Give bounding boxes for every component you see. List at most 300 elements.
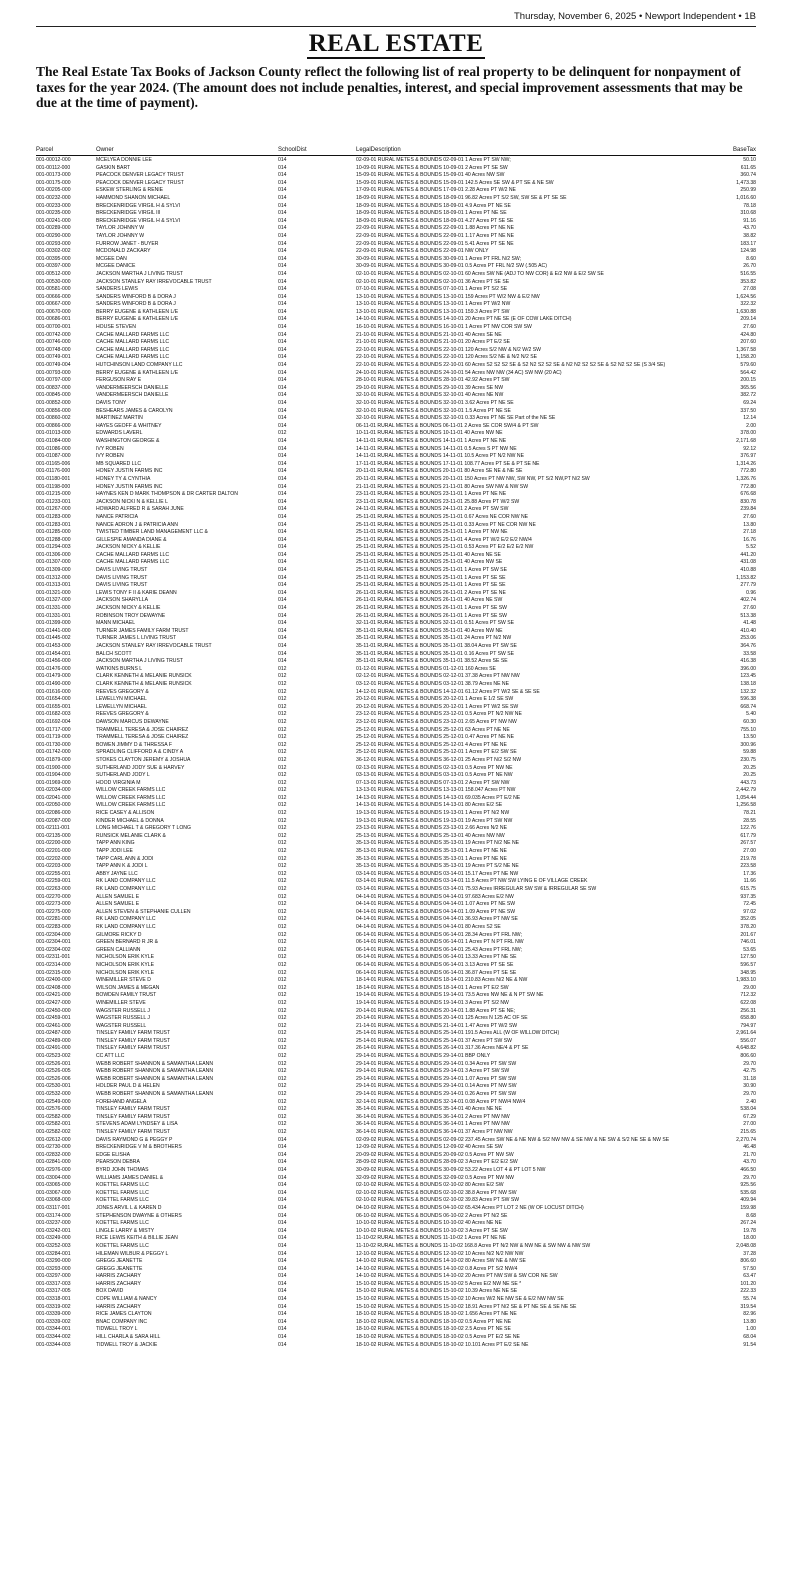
- table-row: [36, 947, 756, 955]
- base-tax-cell: 611.65: [740, 164, 756, 171]
- parcel-cell: 001-02203-000: [36, 863, 71, 870]
- school-district-cell: 014: [278, 627, 287, 634]
- table-row: [36, 635, 756, 643]
- legal-description-cell: 04-14-01 RURAL METES & BOUNDS 04-14-01 1.07 Acres PT NE SW: [356, 901, 516, 908]
- owner-cell: SUTHERLAND JODY SUE & HARVEY: [96, 764, 185, 771]
- base-tax-cell: 410.88: [740, 567, 756, 574]
- school-district-cell: 012: [278, 923, 287, 930]
- base-tax-cell: 441.20: [740, 551, 756, 558]
- base-tax-cell: 378.00: [740, 430, 756, 437]
- school-district-cell: 014: [278, 658, 287, 665]
- parcel-cell: 001-02034-000: [36, 787, 71, 794]
- base-tax-cell: 30.90: [743, 1083, 756, 1090]
- table-row: [36, 924, 756, 932]
- owner-cell: WINEMILLER STEVE D: [96, 977, 151, 984]
- table-row: [36, 1121, 756, 1129]
- base-tax-cell: 200.15: [740, 377, 756, 384]
- table-row: [36, 825, 756, 833]
- base-tax-cell: 402.74: [740, 597, 756, 604]
- owner-cell: CACHE MALLARD FARMS LLC: [96, 551, 170, 558]
- parcel-cell: 001-01654-000: [36, 696, 71, 703]
- legal-description-cell: 26-11-01 RURAL METES & BOUNDS 26-11-01 1 Acres PT SE SW: [356, 605, 507, 612]
- parcel-cell: 001-01479-000: [36, 673, 71, 680]
- legal-description-cell: 02-09-02 RURAL METES & BOUNDS 02-09-02 237.45 Acres SW NE & NE NW & S/2 NW NW & SE NW & NE SW & S/2 NE SE & NW SE: [356, 1136, 670, 1143]
- school-district-cell: 014: [278, 635, 287, 642]
- parcel-cell: 001-00012-000: [36, 157, 71, 163]
- school-district-cell: 012: [278, 984, 287, 991]
- base-tax-cell: 13.80: [743, 1318, 756, 1325]
- school-district-cell: 014: [278, 255, 287, 262]
- table-row: [36, 651, 756, 659]
- school-district-cell: 014: [278, 263, 287, 270]
- parcel-cell: 001-00852-000: [36, 400, 71, 406]
- school-district-cell: 014: [278, 339, 287, 346]
- legal-description-cell: 35-11-01 RURAL METES & BOUNDS 35-11-01 0.16 Acres PT SW SE: [356, 650, 515, 657]
- legal-description-cell: 03-14-01 RURAL METES & BOUNDS 03-14-01 15.17 Acres PT NE NW: [356, 870, 519, 877]
- parcel-cell: 001-00845-000: [36, 392, 71, 399]
- legal-description-cell: 20-11-01 RURAL METES & BOUNDS 20-11-01 80 Acres SE NE & NE SE: [356, 468, 523, 475]
- owner-cell: KOETTEL FARMS LLC: [96, 1182, 149, 1189]
- owner-cell: BRECKENRIDGE V M & BROTHERS: [96, 1144, 182, 1151]
- owner-cell: HOOD VIRGINIA M: [96, 779, 141, 786]
- owner-cell: GREGG JEANETTE: [96, 1258, 143, 1265]
- owner-cell: KOETTEL FARMS LLC: [96, 1197, 149, 1204]
- school-district-cell: 012: [278, 855, 287, 862]
- school-district-cell: 014: [278, 491, 287, 498]
- legal-description-cell: 25-11-01 RURAL METES & BOUNDS 25-11-01 1 Acres PT SE SE: [356, 582, 506, 589]
- owner-cell: JACKSON NICKY & KELLIE: [96, 605, 161, 612]
- table-row: [36, 1045, 756, 1053]
- base-tax-cell: 300.96: [740, 741, 756, 748]
- owner-cell: HONEY JUSTIN FARMS INC: [96, 468, 163, 475]
- owner-cell: WINEMILLER STEVE: [96, 999, 146, 1006]
- base-tax-cell: 617.79: [740, 832, 756, 839]
- school-district-cell: 014: [278, 567, 287, 574]
- owner-cell: TRAMMELL TERESA & JOSE CHAIREZ: [96, 726, 189, 733]
- base-tax-cell: 27.18: [743, 529, 756, 536]
- table-row: [36, 1106, 756, 1114]
- parcel-cell: 001-02526-001: [36, 1060, 71, 1067]
- parcel-cell: 001-01742-000: [36, 749, 71, 756]
- legal-description-cell: 04-14-01 RURAL METES & BOUNDS 04-14-01 97.683 Acres E/2 NW: [356, 893, 514, 900]
- parcel-cell: 001-03317-005: [36, 1288, 71, 1295]
- owner-cell: WASHINGTON GEORGE &: [96, 437, 160, 444]
- school-district-cell: 014: [278, 1318, 287, 1325]
- legal-description-cell: 32-10-01 RURAL METES & BOUNDS 32-10-01 1.5 Acres PT NE SE: [356, 407, 511, 414]
- school-district-cell: 014: [278, 1235, 287, 1242]
- owner-cell: TURNER JAMES FAMILY FARM TRUST: [96, 627, 189, 634]
- legal-description-cell: 25-14-01 RURAL METES & BOUNDS 25-14-01 37 Acres PT SW SW: [356, 1037, 512, 1044]
- base-tax-cell: 0.96: [746, 589, 756, 596]
- table-row: [36, 878, 756, 886]
- school-district-cell: 014: [278, 1136, 287, 1143]
- parcel-cell: 001-03237-000: [36, 1220, 71, 1227]
- owner-cell: WEBB ROBERT SHANNON & SAMANTHA LEANN: [96, 1060, 213, 1067]
- school-district-cell: 014: [278, 392, 287, 399]
- table-row: [36, 985, 756, 993]
- legal-description-cell: 03-14-01 RURAL METES & BOUNDS 03-14-01 75.93 Acres IRREGULAR SW SW & IRREGULAR SE SW: [356, 886, 597, 892]
- table-row: [36, 666, 756, 674]
- school-district-cell: 014: [278, 445, 287, 452]
- owner-cell: HOUSE STEVEN: [96, 324, 136, 331]
- legal-description-cell: 18-10-02 RURAL METES & BOUNDS 18-10-02 0.5 Acres PT E/2 SE NE: [356, 1334, 520, 1341]
- owner-cell: JACKSON NICKI N & KELLIE L: [96, 498, 168, 505]
- school-district-cell: 014: [278, 1250, 287, 1257]
- base-tax-cell: 230.75: [740, 756, 756, 763]
- base-tax-cell: 310.68: [740, 210, 756, 217]
- legal-description-cell: 22-09-01 RURAL METES & BOUNDS 22-09-01 NW ONLY: [356, 248, 489, 255]
- base-tax-cell: 352.05: [740, 916, 756, 923]
- intro-paragraph: The Real Estate Tax Books of Jackson County reflect the following list of real property to be delinquent for nonpayment of taxes for the year 2024. (The amount does not include penalties, interest, and special improvement assessments that may be due at the time of payment).: [36, 64, 743, 110]
- base-tax-cell: 4,648.82: [736, 1045, 756, 1052]
- legal-description-cell: 24-10-01 RURAL METES & BOUNDS 24-10-01 54 Acres NW NW (34 AC) SW NW (20 AC): [356, 369, 562, 376]
- school-district-cell: 012: [278, 779, 287, 786]
- table-row: [36, 438, 756, 446]
- owner-cell: HONEY JUSTIN FARMS INC: [96, 483, 163, 490]
- parcel-cell: 001-03117-001: [36, 1204, 71, 1211]
- school-district-cell: 012: [278, 1083, 287, 1090]
- school-district-cell: 014: [278, 1303, 287, 1310]
- parcel-cell: 001-00742-000: [36, 331, 71, 338]
- legal-description-cell: 10-09-01 RURAL METES & BOUNDS 10-09-01 2 Acres PT SE SW: [356, 164, 508, 171]
- legal-description-cell: 35-13-01 RURAL METES & BOUNDS 35-13-01 19 Acres PT S/2 NE NE: [356, 863, 519, 870]
- owner-cell: REEVES GREGORY &: [96, 688, 149, 695]
- owner-cell: SANDERS LEWIS: [96, 286, 138, 293]
- table-row: [36, 689, 756, 697]
- parcel-cell: 001-02304-001: [36, 939, 71, 946]
- legal-description-cell: 13-10-01 RURAL METES & BOUNDS 13-10-01 1 Acres PT W/2 NW: [356, 301, 511, 308]
- parcel-cell: 001-01283-000: [36, 513, 71, 520]
- table-row: [36, 1326, 756, 1334]
- table-row: [36, 1159, 756, 1167]
- owner-cell: MCDONALD ZACKARY: [96, 248, 151, 255]
- base-tax-cell: 364.76: [740, 643, 756, 649]
- base-tax-cell: 91.16: [743, 217, 756, 224]
- school-district-cell: 014: [278, 407, 287, 414]
- parcel-cell: 001-03174-000: [36, 1212, 71, 1219]
- parcel-cell: 001-02311-001: [36, 954, 71, 961]
- owner-cell: GILLESPIE AMANDA DIANE &: [96, 536, 167, 543]
- base-tax-cell: 159.98: [740, 1204, 756, 1211]
- table-row: [36, 1205, 756, 1213]
- legal-description-cell: 26-11-01 RURAL METES & BOUNDS 26-11-01 40 Acres NE SW: [356, 597, 503, 604]
- base-tax-cell: 1,326.76: [736, 475, 756, 482]
- parcel-cell: 001-01086-000: [36, 445, 71, 452]
- table-row: [36, 590, 756, 598]
- legal-description-cell: 15-09-01 RURAL METES & BOUNDS 15-09-01 40 Acres NW SW: [356, 172, 505, 179]
- owner-cell: WAGSTER RUSSELL J: [96, 1007, 150, 1014]
- table-row: [36, 1167, 756, 1175]
- owner-cell: GREGG JEANETTE: [96, 1265, 143, 1272]
- header-rule: [36, 26, 756, 27]
- parcel-cell: 001-01198-000: [36, 483, 71, 490]
- owner-cell: WAGSTER RUSSELL: [96, 1022, 147, 1029]
- parcel-cell: 001-00112-000: [36, 164, 71, 171]
- table-row: [36, 316, 756, 324]
- table-row: [36, 734, 756, 742]
- parcel-cell: 001-01321-000: [36, 589, 71, 596]
- table-row: [36, 423, 756, 431]
- owner-cell: SUTHERLAND JODY L: [96, 772, 150, 779]
- base-tax-cell: 222.33: [740, 1288, 756, 1295]
- table-row: [36, 840, 756, 848]
- legal-description-cell: 14-10-02 RURAL METES & BOUNDS 14-10-02 0.8 Acres PT S/2 NW/4: [356, 1265, 518, 1272]
- parcel-cell: 001-02304-002: [36, 946, 71, 953]
- legal-description-cell: 10-11-01 RURAL METES & BOUNDS 10-11-01 40 Acres NW NE: [356, 430, 503, 437]
- parcel-cell: 001-01327-000: [36, 597, 71, 604]
- legal-description-cell: 25-11-01 RURAL METES & BOUNDS 25-11-01 40 Acres NE SE: [356, 551, 501, 558]
- parcel-cell: 001-00670-000: [36, 308, 71, 315]
- base-tax-cell: 8.68: [746, 1212, 756, 1219]
- owner-cell: TWISTED TIMBER LAND MANAGEMENT LLC &: [96, 529, 208, 536]
- school-district-cell: 012: [278, 764, 287, 771]
- school-district-cell: 012: [278, 916, 287, 923]
- parcel-cell: 001-01180-001: [36, 475, 71, 482]
- table-row: [36, 529, 756, 537]
- parcel-cell: 001-02135-000: [36, 832, 71, 839]
- owner-cell: RICE JAMES CLAYTON: [96, 1311, 152, 1318]
- owner-cell: DAVIS LIVING TRUST: [96, 567, 148, 574]
- base-tax-cell: 1,473.38: [736, 179, 756, 186]
- legal-description-cell: 32-11-01 RURAL METES & BOUNDS 32-11-01 0.51 Acres PT SW SE: [356, 620, 515, 627]
- table-row: [36, 1061, 756, 1069]
- table-row: [36, 628, 756, 636]
- school-district-cell: 012: [278, 1015, 287, 1022]
- owner-cell: CACHE MALLARD FARMS LLC: [96, 354, 170, 361]
- owner-cell: RICE LEWIS KEITH & BILLIE JEAN: [96, 1235, 178, 1242]
- legal-description-cell: 29-14-01 RURAL METES & BOUNDS 29-14-01 0.26 Acres PT SW SW: [356, 1091, 517, 1098]
- parcel-cell: 001-01331-000: [36, 605, 71, 612]
- table-row: [36, 1099, 756, 1107]
- parcel-cell: 001-00289-000: [36, 225, 71, 232]
- owner-cell: BOX DAVID: [96, 1288, 124, 1295]
- owner-cell: CLARK KENNETH & MELANIE RUNSICK: [96, 680, 192, 687]
- parcel-cell: 001-02459-001: [36, 1015, 71, 1022]
- base-tax-cell: 215.65: [740, 1129, 756, 1135]
- legal-description-cell: 10-10-02 RURAL METES & BOUNDS 10-10-02 40 Acres NE NE: [356, 1220, 502, 1227]
- parcel-cell: 001-00395-000: [36, 255, 71, 262]
- table-row: [36, 332, 756, 340]
- school-district-cell: 014: [278, 483, 287, 490]
- school-district-cell: 014: [278, 536, 287, 543]
- base-tax-cell: 830.78: [740, 498, 756, 505]
- base-tax-cell: 615.75: [740, 886, 756, 892]
- owner-cell: FOREHAND ANGELA: [96, 1098, 147, 1105]
- base-tax-cell: 183.17: [740, 240, 756, 247]
- table-row: [36, 552, 756, 560]
- legal-description-cell: 32-09-02 RURAL METES & BOUNDS 32-09-02 0.5 Acres PT NW NW: [356, 1174, 514, 1181]
- table-row: [36, 294, 756, 302]
- legal-description-cell: 06-11-01 RURAL METES & BOUNDS 06-11-01 2 Acres SE COR SW/4 & PT SW: [356, 422, 539, 429]
- school-district-cell: 014: [278, 582, 287, 589]
- base-tax-cell: 353.82: [740, 278, 756, 285]
- table-row: [36, 354, 756, 362]
- base-tax-cell: 579.60: [740, 362, 756, 369]
- table-row: [36, 1235, 756, 1243]
- owner-cell: TIDWELL TROY & JACKIE: [96, 1341, 158, 1348]
- school-district-cell: 014: [278, 202, 287, 209]
- school-district-cell: 014: [278, 286, 287, 293]
- school-district-cell: 012: [278, 1037, 287, 1044]
- school-district-cell: 014: [278, 278, 287, 285]
- legal-description-cell: 03-12-01 RURAL METES & BOUNDS 03-12-01 38.79 Acres NE NE: [356, 680, 509, 687]
- owner-cell: PEACOCK DENVER LEGACY TRUST: [96, 179, 184, 186]
- table-row: [36, 582, 756, 590]
- owner-cell: HONEY TY & CYNTHIA: [96, 475, 151, 482]
- base-tax-cell: 42.75: [743, 1068, 756, 1075]
- table-row: [36, 1213, 756, 1221]
- school-district-cell: 014: [278, 620, 287, 627]
- owner-cell: EDGE ELISHA: [96, 1151, 130, 1158]
- parcel-cell: 001-02283-000: [36, 923, 71, 930]
- table-row: [36, 719, 756, 727]
- school-district-cell: 012: [278, 939, 287, 946]
- base-tax-cell: 27.60: [743, 513, 756, 520]
- base-tax-cell: 101.20: [740, 1280, 756, 1287]
- owner-cell: GASKIN BART: [96, 164, 131, 171]
- delinquent-tax-listing: [36, 146, 756, 1349]
- legal-description-cell: 25-12-01 RURAL METES & BOUNDS 25-12-01 0.47 Acres PT NE NE: [356, 734, 514, 741]
- owner-cell: TAYLOR JOHNNY W: [96, 232, 145, 239]
- school-district-cell: 012: [278, 1106, 287, 1113]
- base-tax-cell: 72.45: [743, 901, 756, 908]
- parcel-cell: 001-02201-000: [36, 848, 71, 855]
- legal-description-cell: 14-10-02 RURAL METES & BOUNDS 14-10-02 20 Acres PT NW SW & SW COR NE SW: [356, 1273, 558, 1280]
- table-row: [36, 810, 756, 818]
- parcel-cell: 001-02421-000: [36, 992, 71, 999]
- table-row: [36, 271, 756, 279]
- table-row: [36, 1304, 756, 1312]
- base-tax-cell: 55.74: [743, 1296, 756, 1303]
- legal-description-cell: 35-11-01 RURAL METES & BOUNDS 35-11-01 40 Acres NW NE: [356, 627, 503, 634]
- owner-cell: MARTINEZ MARTIN: [96, 415, 143, 422]
- base-tax-cell: 267.57: [740, 840, 756, 847]
- legal-description-cell: 18-09-01 RURAL METES & BOUNDS 18-09-01 1 Acres PT NE SE: [356, 210, 507, 217]
- table-row: [36, 802, 756, 810]
- masthead: Thursday, November 6, 2025 • Newport Independent • 1B: [513, 11, 756, 22]
- legal-description-cell: 36-14-01 RURAL METES & BOUNDS 36-14-01 2 Acres PT NW NW: [356, 1113, 510, 1120]
- base-tax-cell: 29.70: [743, 1091, 756, 1098]
- legal-description-cell: 20-14-01 RURAL METES & BOUNDS 20-14-01 1.88 Acres PT SE NE;: [356, 1007, 516, 1014]
- base-tax-cell: 925.56: [740, 1182, 756, 1189]
- owner-cell: LINGLE LARRY & MISTY: [96, 1227, 155, 1234]
- school-district-cell: 012: [278, 848, 287, 855]
- parcel-cell: 001-01719-000: [36, 734, 71, 741]
- school-district-cell: 012: [278, 870, 287, 877]
- owner-cell: GREEN BERNARD R JR &: [96, 939, 158, 946]
- parcel-cell: 001-02400-000: [36, 977, 71, 984]
- school-district-cell: 014: [278, 460, 287, 467]
- legal-description-cell: 35-11-01 RURAL METES & BOUNDS 35-11-01 24 Acres PT N/2 NW: [356, 635, 512, 642]
- school-district-cell: 014: [278, 1204, 287, 1211]
- legal-description-cell: 36-14-01 RURAL METES & BOUNDS 36-14-01 1 Acres PT NW NW: [356, 1121, 510, 1128]
- parcel-cell: 001-02427-000: [36, 999, 71, 1006]
- legal-description-cell: 14-11-01 RURAL METES & BOUNDS 14-11-01 1 Acres PT NE NE: [356, 437, 507, 444]
- owner-cell: DAVIS LIVING TRUST: [96, 574, 148, 581]
- school-district-cell: 012: [278, 1060, 287, 1067]
- legal-description-cell: 25-11-01 RURAL METES & BOUNDS 25-11-01 0.67 Acres NE COR NW NE: [356, 513, 529, 520]
- school-district-cell: 014: [278, 1220, 287, 1227]
- table-row: [36, 757, 756, 765]
- table-row: [36, 613, 756, 621]
- parcel-cell: 001-03249-000: [36, 1235, 71, 1242]
- owner-cell: RICE CASEY & ALLISON: [96, 810, 155, 817]
- legal-description-cell: 32-10-01 RURAL METES & BOUNDS 32-10-01 3.62 Acres PT NE SE: [356, 400, 514, 406]
- legal-description-cell: 32-10-01 RURAL METES & BOUNDS 32-10-01 0.33 Acres PT NE SE Part of the NE SE: [356, 415, 556, 422]
- table-row: [36, 1083, 756, 1091]
- base-tax-cell: 43.70: [743, 1159, 756, 1166]
- base-tax-cell: 38.82: [743, 232, 756, 239]
- legal-description-cell: 02-10-01 RURAL METES & BOUNDS 02-10-01 60 Acres SW NE (ADJ TO NW COR) & E/2 NW & E/2 SW SE: [356, 270, 604, 277]
- legal-description-cell: 25-12-01 RURAL METES & BOUNDS 25-12-01 4 Acres PT NE NE: [356, 741, 507, 748]
- school-district-cell: 012: [278, 726, 287, 733]
- parcel-cell: 001-02086-000: [36, 810, 71, 817]
- school-district-cell: 012: [278, 931, 287, 938]
- table-row: [36, 1175, 756, 1183]
- owner-cell: BYRD JOHN THOMAS: [96, 1166, 149, 1173]
- table-row: [36, 1129, 756, 1137]
- base-tax-cell: 29.70: [743, 1174, 756, 1181]
- base-tax-cell: 207.60: [740, 339, 756, 346]
- base-tax-cell: 250.99: [740, 187, 756, 194]
- school-district-cell: 014: [278, 1212, 287, 1219]
- parcel-cell: 001-02730-000: [36, 1144, 71, 1151]
- base-tax-cell: 596.38: [740, 696, 756, 703]
- school-district-cell: 012: [278, 1007, 287, 1014]
- owner-cell: LONG MICHAEL T & GREGORY T LONG: [96, 825, 191, 832]
- owner-cell: KOETTEL FARMS LLC: [96, 1242, 149, 1249]
- parcel-cell: 001-02491-000: [36, 1045, 71, 1052]
- legal-description-cell: 25-14-01 RURAL METES & BOUNDS 25-14-01 191.5 Acres ALL (W OF WILLOW DITCH): [356, 1030, 560, 1037]
- parcel-cell: 001-01013-000: [36, 430, 71, 437]
- school-district-cell: 014: [278, 225, 287, 232]
- owner-cell: WEBB ROBERT SHANNON & SAMANTHA LEANN: [96, 1075, 213, 1082]
- owner-cell: ALLEN SAMUEL E: [96, 893, 140, 900]
- base-tax-cell: 43.70: [743, 225, 756, 232]
- owner-cell: TIDWELL TROY L: [96, 1326, 138, 1333]
- table-row: [36, 362, 756, 370]
- legal-description-cell: 04-14-01 RURAL METES & BOUNDS 04-14-01 36.93 Acres PT NW SE: [356, 916, 518, 923]
- parcel-cell: 001-02281-000: [36, 916, 71, 923]
- school-district-cell: 014: [278, 498, 287, 505]
- base-tax-cell: 68.04: [743, 1334, 756, 1341]
- base-tax-cell: 21.70: [743, 1151, 756, 1158]
- parcel-cell: 001-01456-000: [36, 658, 71, 665]
- parcel-cell: 001-03252-003: [36, 1242, 71, 1249]
- parcel-cell: 001-01176-000: [36, 468, 71, 475]
- base-tax-cell: 2,961.64: [736, 1030, 756, 1037]
- legal-description-cell: 18-09-01 RURAL METES & BOUNDS 18-09-01 4.9 Acres PT NE SE: [356, 202, 511, 209]
- school-district-cell: 014: [278, 164, 287, 171]
- base-tax-cell: 33.58: [743, 650, 756, 657]
- table-row: [36, 324, 756, 332]
- school-district-cell: 014: [278, 1258, 287, 1265]
- parcel-cell: 001-02304-000: [36, 931, 71, 938]
- school-district-cell: 012: [278, 802, 287, 809]
- table-row: [36, 1311, 756, 1319]
- owner-cell: CLARK KENNETH & MELANIE RUNSICK: [96, 673, 192, 680]
- parcel-cell: 001-03344-002: [36, 1334, 71, 1341]
- base-tax-cell: 41.48: [743, 620, 756, 627]
- legal-description-cell: 29-14-01 RURAL METES & BOUNDS 29-14-01 0.34 Acres PT SW SW: [356, 1060, 517, 1067]
- owner-cell: TINSLEY FAMILY FARM TRUST: [96, 1106, 171, 1113]
- parcel-cell: 001-00837-000: [36, 384, 71, 391]
- parcel-cell: 001-01283-001: [36, 521, 71, 528]
- table-row: [36, 1258, 756, 1266]
- owner-cell: FURROW JANET - BUYER: [96, 240, 159, 247]
- school-district-cell: 014: [278, 1242, 287, 1249]
- table-row: [36, 506, 756, 514]
